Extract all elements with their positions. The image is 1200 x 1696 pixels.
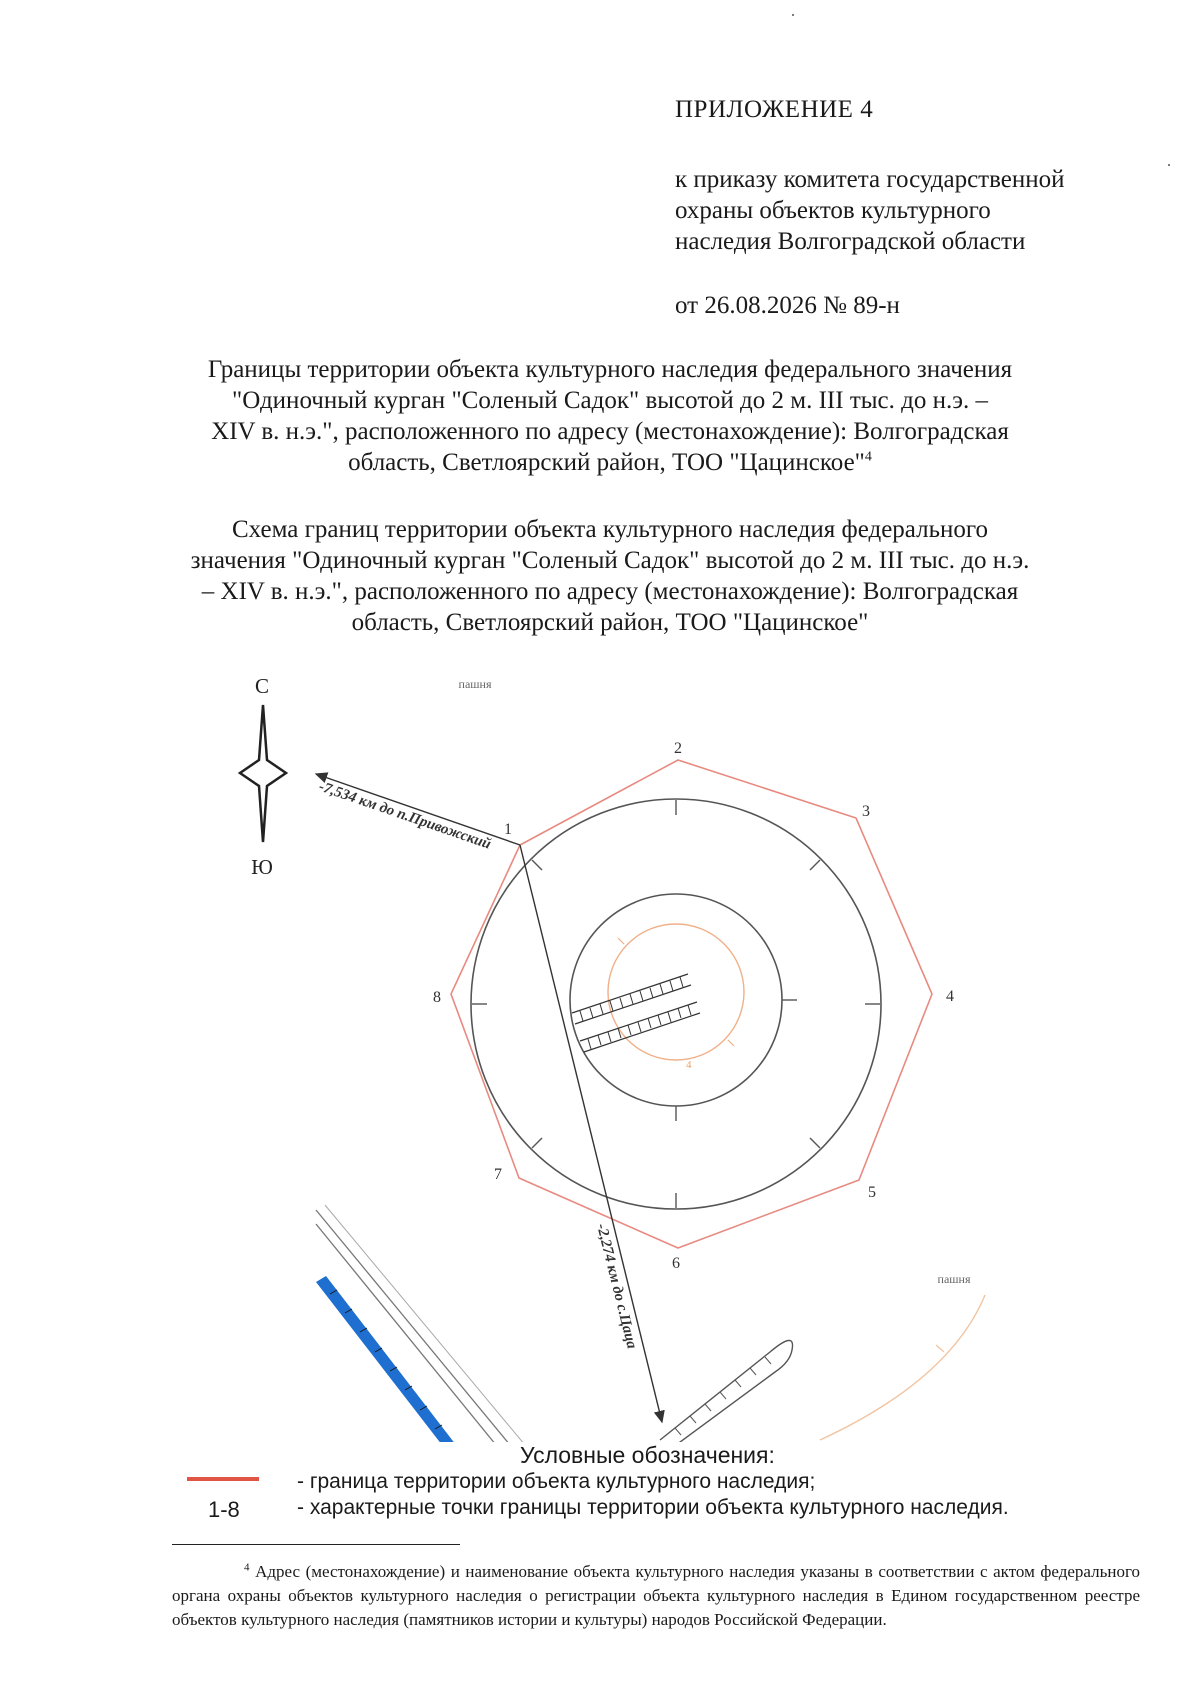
title-line-text: область, Светлоярский район, ТОО "Цацинское" [348,449,865,476]
boundary-point-label: 6 [672,1255,680,1272]
boundary-point-label: 3 [862,803,870,820]
order-line: наследия Волгоградской области [675,228,1026,255]
title-line: XIV в. н.э.", расположенного по адресу (местонахождение): Волгоградская [211,418,1009,445]
legend-boundary-swatch [187,1477,259,1481]
footnote-mark: 4 [244,1561,250,1574]
mound-mark: 4 [686,1059,692,1071]
field-label: пашня [937,1272,971,1286]
road-edge [316,1210,510,1445]
scheme-title [150,514,1070,638]
inner-circle-ticks [676,1000,797,1121]
scheme-title-line: – XIV в. н.э.", расположенного по адресу (местонахождение): Волгоградская [201,578,1019,605]
scan-speck [792,14,794,16]
scheme-title-line: Схема границ территории объекта культурного наследия федерального [231,516,989,543]
legend-item: - характерные точки границы территории объекта культурного наследия. [297,1496,1009,1519]
ravine-ticks [675,1357,771,1435]
road-edge [316,1224,496,1445]
document-title [150,354,1070,478]
order-reference [675,164,1065,257]
south-label: Ю [251,855,273,879]
boundary-point-label: 8 [433,989,441,1006]
field-label: пашня [458,677,492,691]
boundary-point-labels [433,740,954,1272]
mound-contour [608,924,744,1060]
footnote-divider [172,1544,460,1545]
title-line: "Одиночный курган "Соленый Садок" высотой до 2 м. III тыс. до н.э. – [232,387,988,414]
legend-title: Условные обозначения: [520,1442,775,1468]
distance-line-south [520,845,662,1422]
appendix-title: ПРИЛОЖЕНИЕ 4 [675,96,874,123]
compass-rose-icon [240,705,286,842]
legend-points-label: 1-8 [208,1497,240,1522]
circle-ticks [472,800,880,1208]
north-label: С [254,674,270,698]
scheme-title-line: область, Светлоярский район, ТОО "Цацинское" [351,609,869,636]
legend-item: - граница территории объекта культурного наследия; [297,1470,816,1493]
boundary-point-label: 4 [946,988,954,1005]
footnote [172,1560,1140,1632]
title-line [150,447,1070,478]
arc-tick [936,1345,944,1352]
order-date: от 26.08.2026 № 89-н [675,292,900,319]
ravine [660,1340,793,1448]
boundary-scheme-map [0,660,1200,1450]
order-line: охраны объектов культурного [675,197,991,224]
title-line: Границы территории объекта культурного наследия федерального значения [207,356,1013,383]
boundary-point-label: 2 [674,740,682,757]
mound-outline [570,894,782,1106]
boundary-point-label: 5 [868,1184,876,1201]
water-body [316,1276,456,1445]
boundary-point-label: 7 [494,1166,502,1183]
boundary-point-label: 1 [504,821,512,838]
distance-line-north [316,774,520,845]
footnote-text: Адрес (местонахождение) и наименование объекта культурного наследия указаны в соответствии с актом федерального органа охраны объектов культурного наследия о регистрации объекта культурного наследия в Едином государственном реестре объектов культурного наследия (памятников истории и культуры) народов Российской Федерации. [172,1562,1141,1629]
scheme-title-line: значения "Одиночный курган "Соленый Садок" высотой до 2 м. III тыс. до н.э. [190,547,1030,574]
distance-label-north: -7,534 км до п.Привожский [316,778,493,853]
order-line: к приказу комитета государственной [675,166,1065,193]
field-boundary-arc [820,1295,985,1440]
footnote-reference[interactable]: 4 [864,449,872,465]
distance-label-south: -2,274 км до с.Цаца [593,1222,640,1351]
scan-speck [1168,164,1170,166]
trench [572,974,700,1052]
